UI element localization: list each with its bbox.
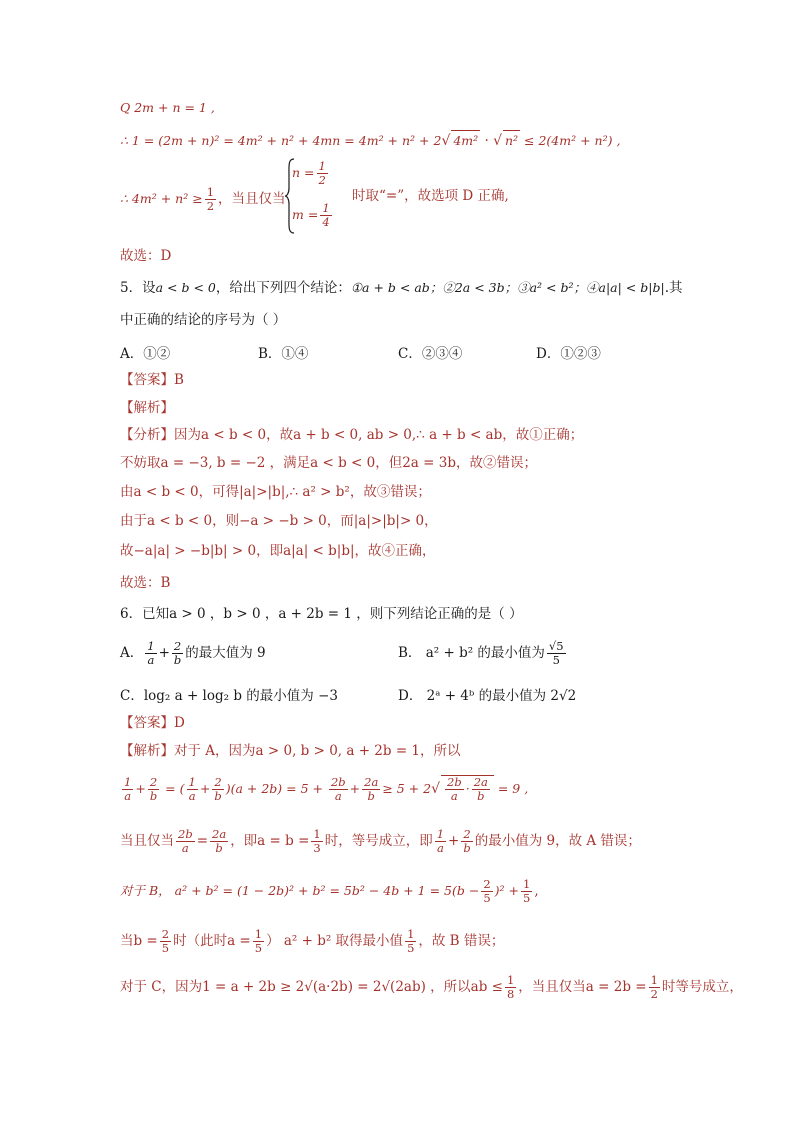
- solution-line-2: ∴ 1 = (2m + n)² = 4m² + n² + 4mn = 4m² + n² + 2√ 4m² · √ n² ≤ 2(4m² + n²) ,: [120, 130, 620, 151]
- q5-step-5: 故−a|a| > −b|b| > 0，即a|a| < b|b|，故④正确，: [120, 543, 436, 559]
- q5-step-2: 不妨取a = −3, b = −2 ，满足a < b < 0，但2a = 3b，故②错误；: [120, 455, 537, 471]
- q5-final-answer: 故选：B: [120, 575, 171, 591]
- q5-option-c: C．②③④: [398, 346, 463, 362]
- q5-option-a: A．①②: [120, 346, 171, 362]
- q5-step-4: 由于a < b < 0，则−a > −b > 0，而|a|>|b|> 0，: [120, 513, 438, 529]
- q6-analysis-b1: 对于 B， a² + b² = (1 − 2b)² + b² = 5b² − 4b + 1 = 5(b − $\frac{2}{5}$ )² + $\frac{1}{5}$ ,: [120, 877, 539, 905]
- q5-step-1: 【分析】因为a < b < 0，故a + b < 0, ab > 0,∴ a + b < ab，故①正确；: [120, 427, 584, 443]
- q6-answer: 【答案】D: [120, 715, 185, 731]
- q6-option-a: A． $\frac{1}{a}$ + $\frac{2}{b}$ 的最大值为 9: [120, 639, 266, 667]
- solution-line-3: ∴ 4m² + n² ≥ $\frac{1}{2}$ ，当且仅当: [120, 185, 286, 213]
- q6-option-c: C．log₂ a + log₂ b 的最小值为 −3: [120, 688, 338, 704]
- q5-step-3: 由a < b < 0，可得|a|>|b|,∴ a² > b²，故③错误；: [120, 484, 431, 500]
- q6-option-d: D． 2ᵃ + 4ᵇ 的最小值为 2√2: [398, 688, 577, 704]
- q6-analysis-c1: 对于 C，因为1 = a + 2b ≥ 2√(a·2b) = 2√(2ab) ，所以ab ≤ $\frac{1}{8}$ ，当且仅当a = 2b = $\frac{1}{2}$ 时等号成立，: [120, 973, 743, 1001]
- q5-answer: 【答案】B: [120, 372, 184, 388]
- case-n: n = $\frac{1}{2}$: [292, 159, 326, 187]
- q5-option-d: D．①②③: [536, 346, 601, 362]
- q6-stem: 6．已知a > 0 ，b > 0 ，a + 2b = 1 ，则下列结论正确的是（ ）: [120, 606, 523, 622]
- q6-analysis-a2: $\frac{1}{a}$ + $\frac{2}{b}$ = ( $\frac{1}{a}$ + $\frac{2}{b}$ )(a + 2b) = 5 + $\frac{2b}{a}$ + $\frac{2a}{b}$ ≥ 5 + 2√ $\frac{2b}{a}$ · $\frac{2a}{b}$ = 9 ,: [124, 775, 529, 803]
- q5-stem: 5．设a < b < 0，给出下列四个结论：①a + b < ab；②2a < 3b；③a² < b²；④a|a| < b|b|.其: [120, 280, 683, 296]
- q5-option-b: B．①④: [258, 346, 309, 362]
- answer-line: 故选：D: [120, 248, 172, 264]
- q6-analysis-a1: 【解析】对于 A，因为a > 0, b > 0, a + 2b = 1，所以: [120, 743, 461, 759]
- q5-analysis-label: 【解析】: [120, 400, 174, 416]
- solution-line-1: Q 2m + n = 1 ,: [120, 100, 215, 115]
- q6-analysis-b2: 当b = $\frac{2}{5}$ 时（此时a = $\frac{1}{5}$ ） a² + b² 取得最小值 $\frac{1}{5}$ ，故 B 错误；: [120, 927, 505, 955]
- case-m: m = $\frac{1}{4}$: [292, 201, 330, 229]
- q6-option-b: B． a² + b² 的最小值为 $\frac{√5}{5}$: [398, 639, 564, 667]
- solution-line-3-tail: 时取“=”，故选项 D 正确,: [352, 188, 509, 204]
- q6-analysis-a3: 当且仅当 $\frac{2b}{a}$ = $\frac{2a}{b}$ ，即a = b = $\frac{1}{3}$ 时，等号成立，即 $\frac{1}{a}$ + $\frac{2}{b}$ 的最小值为 9，故 A 错误；: [120, 827, 641, 855]
- q5-stem-2: 中正确的结论的序号为（ ）: [120, 312, 287, 328]
